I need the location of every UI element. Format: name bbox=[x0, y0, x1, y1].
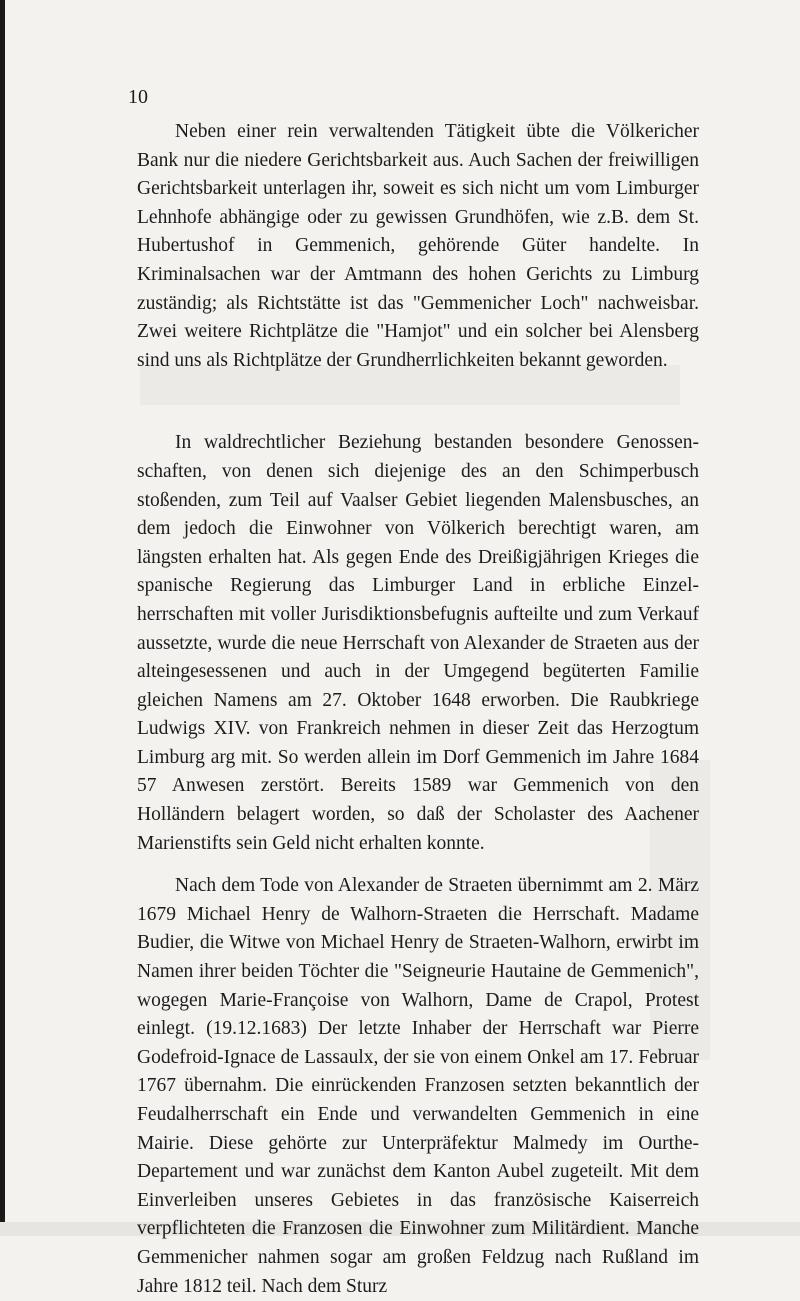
page-number: 10 bbox=[128, 86, 148, 108]
paragraph-jurisdiction: Neben einer rein verwaltenden Tätigkeit übte die Völkericher Bank nur die niedere Gerichtsbarkeit aus. Auch Sachen der freiwilligen Gerichtsbarkeit unterlagen ihr, soweit es sich nicht um vom Limburger Lehnhofe abhängige oder zu gewissen Grundhöfen, wie z.B. dem St. Hubertushof in Gemmenich, gehörende Güter handelte. In Kriminalsachen war der Amtmann des hohen Gerichts zu Limburg zuständig; als Richtstätte ist das "Gemmenicher Loch" nachweisbar. Zwei weitere Richtplätze die "Hamjot" und ein solcher bei Alensberg sind uns als Richtplätze der Grundherrlichkeiten bekannt geworden. bbox=[137, 121, 699, 371]
paragraph-lordship-succession: Nach dem Tode von Alexander de Straeten übernimmt am 2. März 1679 Michael Henry de Walhorn-Straeten die Herrschaft. Madame Budier, die Witwe von Michael Henry de Straeten-Walhorn, erwirbt im Namen ihrer beiden Töchter die "Seigneurie Hautaine de Gemmenich", wogegen Marie-Françoise von Walhorn, Dame de Crapol, Protest einlegt. (19.12.1683) Der letzte Inhaber der Herrschaft war Pierre Godefroid-Ignace de Lassaulx, der sie von einem Onkel am 17. Februar 1767 übernahm. Die einrückenden Franzosen setzten bekanntlich der Feudalherrschaft ein Ende und verwandelten Gemmenich in eine Mairie. Diese gehörte zur Unterpräfektur Malmedy im Ourthe-Departement und war zunächst dem Kanton Aubel zugeteilt. Mit dem Einverleiben unseres Gebietes in das französische Kaiserreich verpflichteten die Franzosen die Einwohner zum Militärdient. Manche Gemmenicher nahmen sogar am großen Feldzug nach Rußland im Jahre 1812 teil. Nach dem Sturz bbox=[137, 875, 699, 1297]
paragraph-forest-rights: In waldrechtlicher Beziehung bestanden besondere Genossenschaften, von denen sich diejenige des an den Schimperbusch stoßenden, zum Teil auf Vaalser Gebiet liegenden Malensbusches, an dem jedoch die Einwohner von Völkerich berechtigt waren, am längsten erhalten hat. Als gegen Ende des Dreißigjährigen Krieges die spanische Regierung das Limburger Land in erbliche Einzelherrschaften mit voller Jurisdiktionsbefugnis aufteilte und zum Verkauf aussetzte, wurde die neue Herrschaft von Alexander de Straeten aus der alteingesessenen und auch in der Umgegend begüterten Familie gleichen Namens am 27. Oktober 1648 erworben. Die Raubkriege Ludwigs XIV. von Frankreich nehmen in dieser Zeit das Herzogtum Limburg arg mit. So werden allein im Dorf Gemmenich im Jahre 1684 57 Anwesen zerstört. Bereits 1589 war Gemmenich von den Holländern belagert worden, so daß der Scholaster des Aachener Marienstifts sein Geld nicht erhalten konnte. bbox=[137, 432, 699, 854]
page-body bbox=[137, 88, 699, 1301]
scan-edge bbox=[0, 0, 5, 1236]
